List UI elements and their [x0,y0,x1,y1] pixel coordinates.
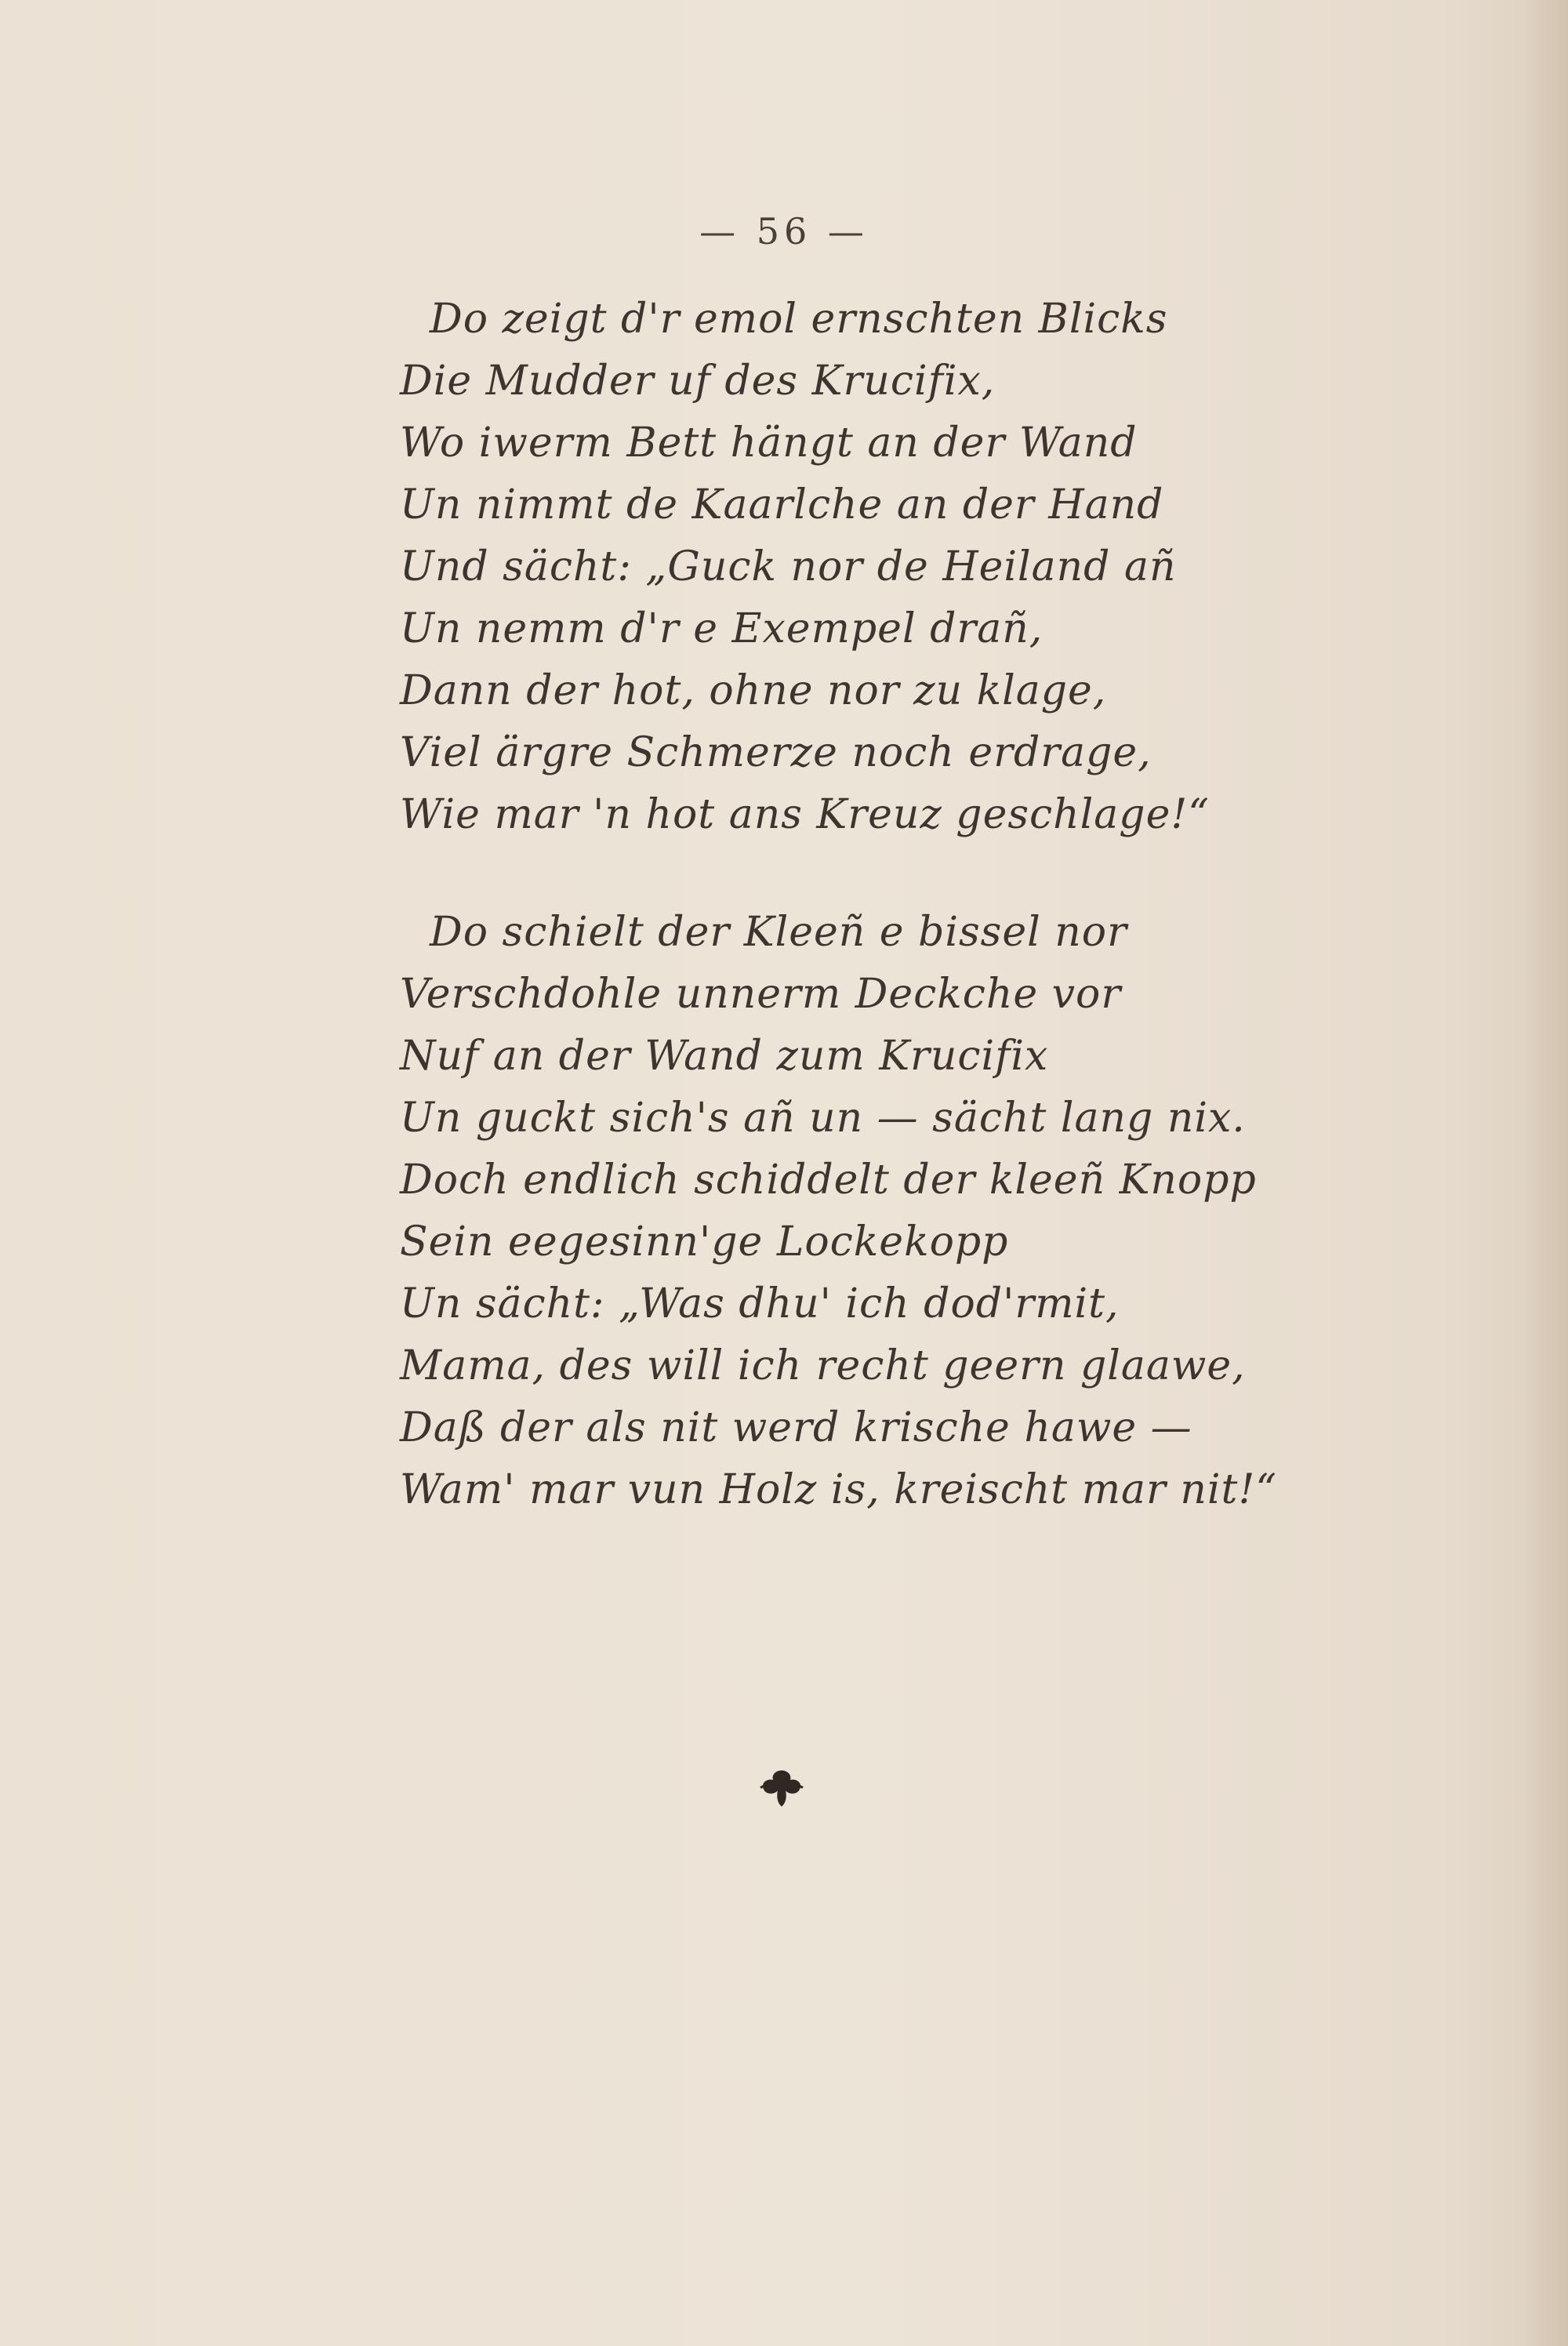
page-edge-shadow [1521,0,1568,2346]
verse-line: Do schielt der Kleeñ e bissel nor [430,909,1127,956]
fleuron-ornament-icon [754,1764,809,1811]
verse-line: Un sächt: „Was dhu' ich dod'rmit, [400,1280,1120,1327]
stanza-1 [400,289,1301,846]
verse-line: Wo iwerm Bett hängt an der Wand [400,419,1138,467]
verse-line: Dann der hot, ohne nor zu klage, [400,667,1107,714]
verse-line: Un nimmt de Kaarlche an der Hand [400,481,1164,528]
verse-line: Verschdohle unnerm Deckche vor [400,971,1122,1018]
verse-line: Doch endlich schiddelt der kleeñ Knopp [400,1157,1257,1204]
verse-line: Wie mar 'n hot ans Kreuz geschlage!“ [400,791,1210,838]
verse-line: Wam' mar vun Holz is, kreischt mar nit!“ [400,1466,1277,1513]
verse-line: Un nemm d'r e Exempel drañ, [400,605,1044,652]
page-number: — 56 — [699,210,869,252]
verse-line: Nuf an der Wand zum Krucifix [400,1033,1049,1080]
verse-line: Mama, des will ich recht geern glaawe, [400,1342,1246,1389]
verse-line: Und sächt: „Guck nor de Heiland añ [400,543,1177,590]
stanza-2 [400,902,1301,1521]
verse-line: Die Mudder uf des Krucifix, [400,358,996,405]
verse-line: Sein eegesinn'ge Lockekopp [400,1218,1009,1266]
verse-line: Viel ärgre Schmerze noch erdrage, [400,729,1152,776]
verse-line: Do zeigt d'r emol ernschten Blicks [430,296,1168,343]
verse-line: Daß der als nit werd krische hawe — [400,1404,1192,1451]
verse-line: Un guckt sich's añ un — sächt lang nix. [400,1095,1246,1142]
